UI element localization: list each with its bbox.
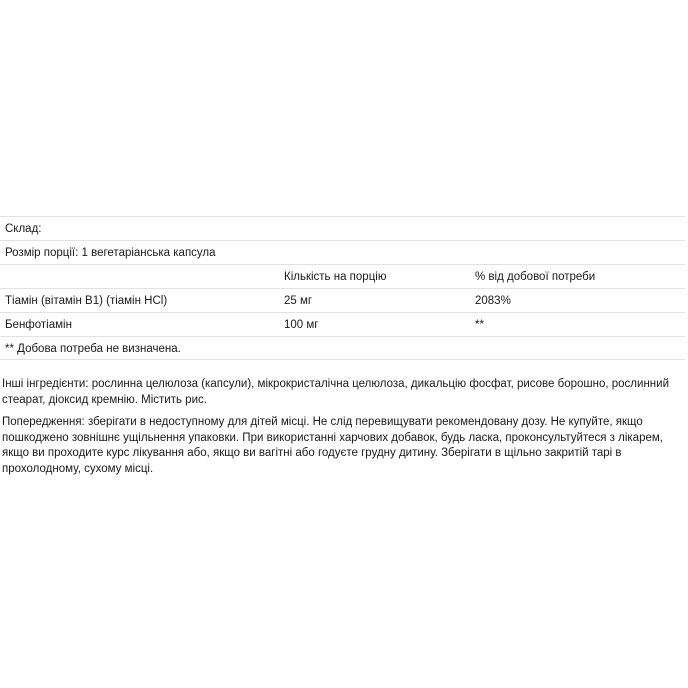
serving-size: Розмір порції: 1 вегетаріанська капсула: [5, 247, 216, 259]
nutrient-dv: 2083%: [475, 295, 511, 307]
supplement-facts-table: [0, 216, 685, 360]
amount-column-header: Кількість на порцію: [284, 271, 387, 283]
serving-size-row: [0, 240, 685, 264]
facts-header-row: [0, 216, 685, 240]
nutrient-row: [0, 288, 685, 312]
facts-header: Склад:: [5, 223, 42, 235]
nutrient-row: [0, 312, 685, 336]
dv-footnote: ** Добова потреба не визначена.: [5, 343, 181, 355]
dv-column-header: % від добової потреби: [475, 271, 596, 283]
warning-text: Попередження: зберігати в недоступному для дітей місці. Не слід перевищувати рекомендовану дозу. Не купуйте, якщо пошкоджено зовнішнє ущільнення упаковки. При використанні харчових добавок, будь ласка, проконсультуйтеся з лікарем, якщо ви проходите курс лікування або, якщо ви вагітні або годуєте грудну дитину. Зберігати в щільно закритій тарі в прохолодному, сухому місці.: [2, 416, 663, 475]
other-ingredients-text: Інші інгредієнти: рослинна целюлоза (капсули), мікрокристалічна целюлоза, дикальцію фосфат, рисове борошно, рослинний стеарат, діоксид кремнію. Містить рис.: [2, 378, 669, 406]
nutrient-amount: 25 мг: [284, 295, 313, 307]
nutrient-amount: 100 мг: [284, 319, 319, 331]
footnote-row: [0, 336, 685, 360]
column-header-row: [0, 264, 685, 288]
nutrient-dv: **: [475, 319, 484, 331]
nutrient-name: Тіамін (вітамін B1) (тіамін HCl): [5, 295, 168, 307]
nutrient-name: Бенфотіамін: [5, 319, 72, 331]
